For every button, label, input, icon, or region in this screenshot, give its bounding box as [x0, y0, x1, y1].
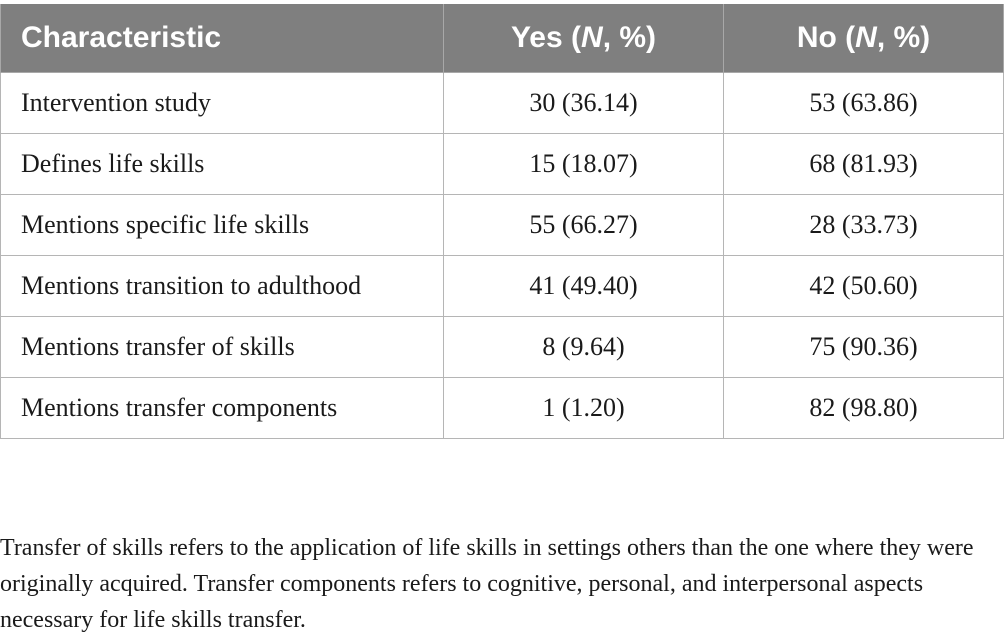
row-no-value: 75 (90.36)	[724, 317, 1004, 378]
row-characteristic: Mentions transition to adulthood	[1, 256, 444, 317]
row-yes-value: 8 (9.64)	[444, 317, 724, 378]
header-no	[724, 4, 1004, 73]
row-no-value: 68 (81.93)	[724, 134, 1004, 195]
row-yes-value: 1 (1.20)	[444, 378, 724, 439]
row-characteristic: Intervention study	[1, 73, 444, 134]
row-characteristic: Mentions transfer of skills	[1, 317, 444, 378]
table-row	[1, 195, 1004, 256]
table-row	[1, 256, 1004, 317]
header-yes-prefix: Yes (	[510, 21, 582, 54]
table-body	[1, 73, 1004, 439]
header-yes	[444, 4, 724, 73]
header-yes-suffix: , %)	[602, 21, 657, 54]
row-yes-value: 55 (66.27)	[444, 195, 724, 256]
table-row	[1, 73, 1004, 134]
row-characteristic: Defines life skills	[1, 134, 444, 195]
characteristics-table	[0, 4, 1004, 439]
row-characteristic: Mentions specific life skills	[1, 195, 444, 256]
table-footnote: Transfer of skills refers to the application of life skills in settings others than the one where they were originally acquired. Transfer components refers to cognitive, personal, and interpersonal aspects necessary for life skills transfer.	[0, 535, 974, 633]
row-yes-value: 41 (49.40)	[444, 256, 724, 317]
characteristics-table-container	[0, 4, 1003, 439]
table-header	[1, 4, 1004, 73]
header-characteristic: Characteristic	[1, 4, 444, 73]
row-no-value: 53 (63.86)	[724, 73, 1004, 134]
table-row	[1, 378, 1004, 439]
header-no-n: N	[855, 21, 877, 54]
row-no-value: 28 (33.73)	[724, 195, 1004, 256]
header-no-prefix: No (	[796, 21, 856, 54]
row-no-value: 42 (50.60)	[724, 256, 1004, 317]
table-row	[1, 134, 1004, 195]
header-row	[1, 4, 1004, 73]
header-no-suffix: , %)	[876, 21, 931, 54]
header-yes-n: N	[581, 21, 603, 54]
row-no-value: 82 (98.80)	[724, 378, 1004, 439]
table-row	[1, 317, 1004, 378]
row-yes-value: 15 (18.07)	[444, 134, 724, 195]
row-yes-value: 30 (36.14)	[444, 73, 724, 134]
row-characteristic: Mentions transfer components	[1, 378, 444, 439]
